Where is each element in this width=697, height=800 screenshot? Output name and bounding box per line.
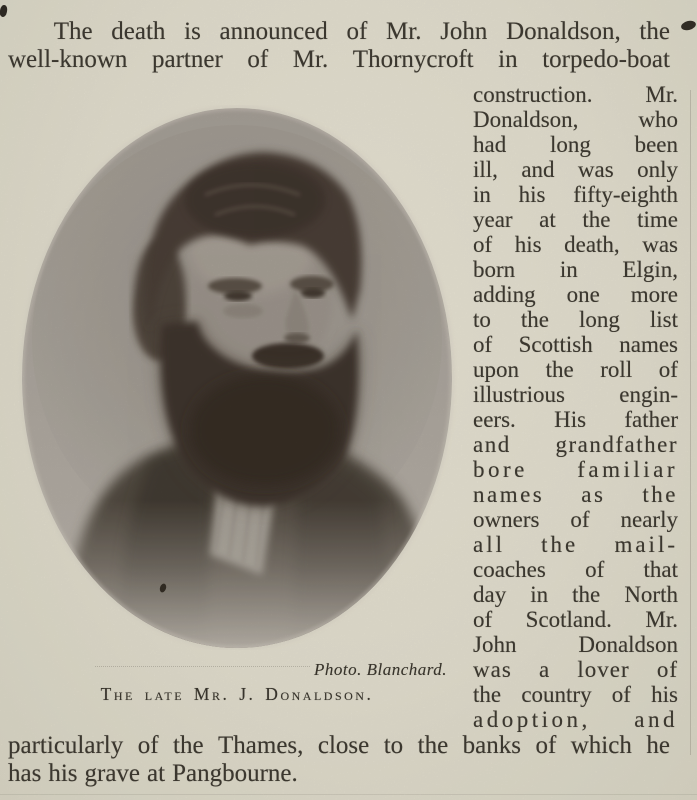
column-line: names as the — [473, 482, 678, 507]
column-line: of his death, was — [473, 232, 678, 257]
page-bottom-rule — [0, 794, 697, 795]
column-line: owners of nearly — [473, 507, 678, 532]
column-line: adding one more — [473, 282, 678, 307]
column-line: born in Elgin, — [473, 257, 678, 282]
column-line: bore familiar — [473, 457, 678, 482]
column-line: day in the North — [473, 582, 678, 607]
column-line: to the long list — [473, 307, 678, 332]
scan-artifact-line — [95, 666, 310, 667]
figure-and-column — [8, 82, 678, 732]
column-line: illustrious engin- — [473, 382, 678, 407]
intro-paragraph — [8, 18, 678, 74]
column-line: in his fifty-eighth — [473, 182, 678, 207]
adjacent-column-rule — [690, 90, 691, 755]
column-line: the country of his — [473, 682, 678, 707]
column-line: year at the time — [473, 207, 678, 232]
column-line: construction. Mr. — [473, 82, 678, 107]
ink-speck — [680, 19, 697, 31]
outro-line: particularly of the Thames, close to the banks of which he — [8, 732, 670, 759]
column-line: John Donaldson — [473, 632, 678, 657]
intro-line: The death is announced of Mr. John Donaldson, the — [53, 18, 670, 45]
column-line: ill, and was only — [473, 157, 678, 182]
column-line: Donaldson, who — [473, 107, 678, 132]
outro-paragraph — [8, 732, 678, 788]
column-line: of Scotland. Mr. — [473, 607, 678, 632]
column-line: had long been — [473, 132, 678, 157]
column-line: coaches of that — [473, 557, 678, 582]
photo-caption: The late Mr. J. Donaldson. — [100, 684, 374, 704]
intro-line: well-known partner of Mr. Thornycroft in torpedo-boat — [8, 46, 670, 73]
article-content — [8, 18, 678, 788]
column-line: of Scottish names — [473, 332, 678, 357]
column-line: all the mail- — [473, 532, 678, 557]
portrait-figure — [8, 82, 473, 732]
column-paragraph — [473, 82, 678, 732]
portrait-photo — [17, 105, 457, 650]
column-line: and grandfather — [473, 432, 678, 457]
column-line: upon the roll of — [473, 357, 678, 382]
column-line: adoption, and — [473, 707, 678, 732]
photo-credit: Photo. Blanchard. — [314, 660, 447, 679]
outro-line: has his grave at Pangbourne. — [8, 760, 298, 787]
column-line: was a lover of — [473, 657, 678, 682]
ink-speck — [0, 4, 8, 17]
column-line: eers. His father — [473, 407, 678, 432]
